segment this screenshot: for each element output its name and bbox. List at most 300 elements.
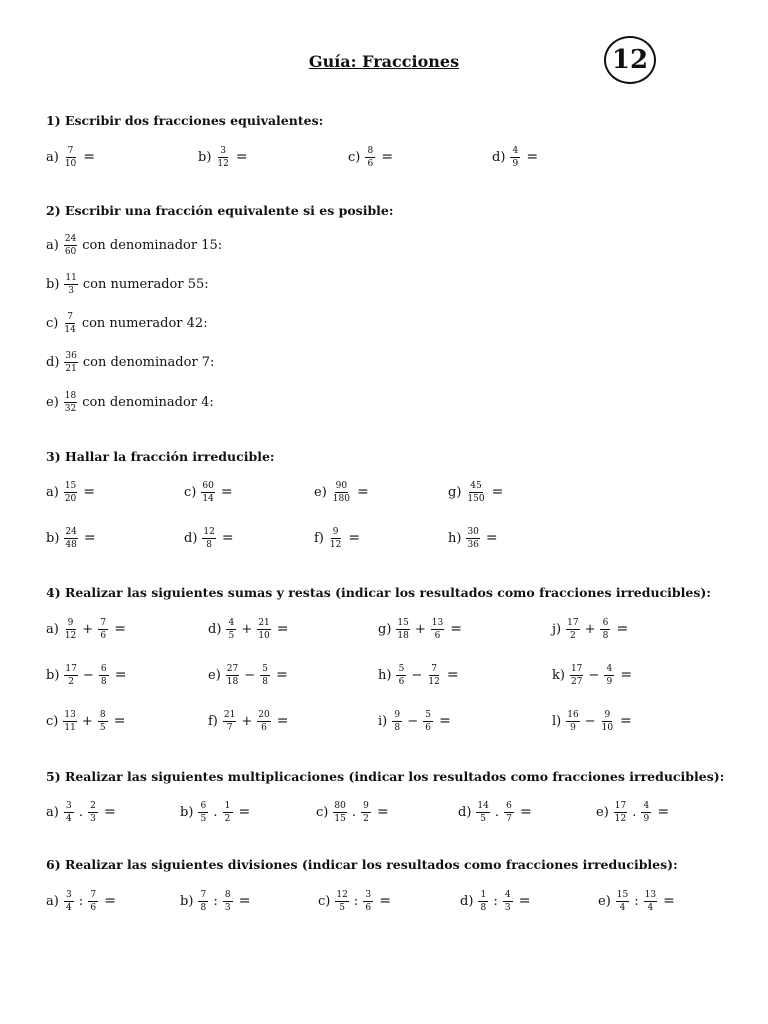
fraction — [363, 890, 373, 913]
item-label: a) — [46, 237, 59, 253]
fraction-denominator: 9 — [643, 813, 650, 824]
equals-sign: = — [103, 804, 116, 820]
operator: : — [493, 893, 498, 909]
equals-sign: = — [348, 530, 361, 546]
fraction — [88, 890, 98, 913]
item-label: e) — [596, 804, 609, 820]
exercise-item — [208, 614, 289, 644]
fraction-denominator: 10 — [64, 158, 77, 169]
section-heading: 3) Hallar la fracción irreducible: — [46, 449, 275, 464]
fraction-denominator: 7 — [226, 722, 233, 733]
equals-sign: = — [114, 621, 126, 637]
item-label: d) — [460, 893, 474, 909]
fraction-numerator: 3 — [363, 890, 373, 902]
exercise-item — [448, 477, 503, 507]
fraction — [644, 890, 657, 913]
fraction-numerator: 11 — [65, 272, 77, 283]
fraction — [260, 664, 270, 687]
fraction-numerator: 15 — [397, 617, 409, 628]
equals-sign: = — [83, 484, 96, 500]
fraction-denominator: 21 — [65, 363, 77, 374]
fraction — [64, 527, 77, 550]
fraction — [503, 890, 513, 913]
exercise-item — [46, 797, 116, 827]
fraction — [198, 801, 208, 824]
fraction-numerator: 3 — [64, 890, 74, 902]
fraction-numerator: 9 — [66, 618, 76, 630]
fraction-numerator: 15 — [616, 889, 629, 900]
exercise-item — [184, 477, 233, 507]
fraction-denominator: 6 — [398, 676, 405, 687]
exercise-item — [378, 660, 459, 690]
fraction-denominator: 4 — [65, 902, 72, 913]
operator: : — [353, 893, 359, 909]
fraction-denominator: 12 — [428, 676, 440, 687]
fraction-numerator: 24 — [64, 233, 77, 244]
item-label: b) — [180, 804, 194, 820]
fraction-numerator: 8 — [98, 710, 108, 722]
fraction-numerator: 8 — [223, 890, 233, 902]
fraction-numerator: 14 — [477, 800, 489, 811]
exercise-item — [198, 142, 248, 172]
fraction-numerator: 90 — [335, 480, 348, 491]
fraction-numerator: 13 — [644, 889, 657, 900]
fraction-numerator: 7 — [98, 618, 108, 630]
fraction-denominator: 8 — [200, 902, 207, 913]
fraction-numerator: 9 — [331, 527, 341, 539]
fraction — [64, 481, 77, 504]
item-label: d) — [458, 804, 472, 820]
item-label: b) — [46, 667, 60, 683]
operator: + — [81, 713, 93, 729]
fraction — [223, 890, 233, 913]
equals-sign: = — [104, 893, 116, 909]
fraction-denominator: 10 — [258, 630, 270, 641]
fraction-denominator: 5 — [200, 813, 207, 824]
exercise-item — [184, 523, 234, 553]
exercise-item — [46, 387, 214, 417]
equals-sign: = — [381, 149, 394, 165]
exercise-item — [492, 142, 538, 172]
fraction — [257, 618, 270, 641]
fraction-numerator: 17 — [614, 800, 627, 811]
exercise-item — [208, 706, 288, 736]
fraction — [329, 527, 342, 550]
exercise-item — [46, 230, 222, 260]
fraction-numerator: 8 — [365, 146, 375, 158]
fraction-denominator: 8 — [262, 676, 268, 687]
equals-sign: = — [83, 530, 96, 546]
equals-sign: = — [450, 621, 462, 637]
fraction-denominator: 8 — [480, 902, 487, 913]
item-label: g) — [448, 484, 462, 500]
fraction — [63, 710, 76, 733]
fraction-denominator: 15 — [334, 813, 346, 824]
exercise-item — [46, 660, 127, 690]
fraction — [64, 890, 74, 913]
fraction-denominator: 3 — [504, 902, 511, 913]
fraction — [365, 146, 375, 169]
fraction — [64, 391, 77, 414]
exercise-item — [46, 614, 126, 644]
fraction-numerator: 30 — [467, 526, 479, 537]
fraction-denominator: 150 — [467, 493, 485, 504]
fraction-denominator: 36 — [467, 539, 479, 550]
fraction-denominator: 11 — [64, 722, 76, 733]
item-label: f) — [314, 530, 324, 546]
fraction-denominator: 7 — [506, 813, 512, 824]
operator: − — [407, 713, 419, 729]
item-label: e) — [46, 394, 59, 410]
fraction-denominator: 8 — [602, 630, 609, 641]
fraction-numerator: 16 — [567, 709, 579, 720]
item-label: b) — [46, 530, 60, 546]
fraction-numerator: 15 — [64, 480, 77, 491]
fraction — [396, 664, 406, 687]
exercise-item — [46, 308, 208, 338]
item-instruction: con denominador 15: — [82, 237, 223, 253]
fraction-denominator: 6 — [434, 630, 441, 641]
fraction — [616, 890, 629, 913]
equals-sign: = — [485, 530, 498, 546]
fraction — [64, 146, 77, 169]
fraction — [601, 710, 614, 733]
equals-sign: = — [356, 484, 369, 500]
fraction-denominator: 180 — [332, 493, 350, 504]
equals-sign: = — [526, 149, 539, 165]
fraction-denominator: 8 — [100, 676, 107, 687]
fraction-numerator: 7 — [66, 146, 76, 158]
fraction — [566, 710, 579, 733]
fraction — [566, 618, 579, 641]
item-instruction: con numerador 42: — [81, 315, 208, 331]
equals-sign: = — [220, 484, 233, 500]
item-label: d) — [184, 530, 198, 546]
fraction — [223, 801, 233, 824]
fraction-numerator: 7 — [65, 312, 75, 324]
equals-sign: = — [221, 530, 234, 546]
fraction-numerator: 24 — [65, 526, 77, 537]
exercise-item — [46, 347, 214, 377]
fraction-denominator: 5 — [339, 902, 345, 913]
fraction-numerator: 2 — [88, 801, 98, 813]
item-label: f) — [208, 713, 218, 729]
item-label: b) — [198, 149, 212, 165]
fraction-numerator: 6 — [198, 801, 208, 813]
operator: − — [82, 667, 94, 683]
fraction-denominator: 6 — [365, 902, 372, 913]
section-heading: 5) Realizar las siguientes multiplicaciones (indicar los resultados como fracciones irreducibles): — [46, 769, 725, 784]
fraction-numerator: 20 — [258, 709, 270, 720]
fraction-numerator: 27 — [226, 663, 239, 674]
fraction-numerator: 17 — [65, 663, 77, 674]
equals-sign: = — [446, 667, 459, 683]
fraction — [226, 664, 239, 687]
fraction-denominator: 2 — [68, 676, 74, 687]
fraction-denominator: 9 — [512, 158, 519, 169]
fraction — [63, 312, 76, 335]
fraction — [466, 481, 485, 504]
fraction — [476, 801, 489, 824]
fraction — [423, 710, 433, 733]
item-label: b) — [180, 893, 194, 909]
equals-sign: = — [113, 713, 126, 729]
item-label: a) — [46, 893, 59, 909]
fraction — [504, 801, 514, 824]
item-label: e) — [314, 484, 327, 500]
exercise-item — [314, 477, 369, 507]
operator: + — [241, 713, 253, 729]
guide-number-badge: 12 — [604, 36, 656, 84]
equals-sign: = — [620, 713, 632, 729]
item-label: e) — [598, 893, 611, 909]
fraction-numerator: 7 — [198, 890, 208, 902]
exercise-item — [596, 797, 669, 827]
fraction-denominator: 5 — [480, 813, 486, 824]
operator: : — [634, 893, 639, 909]
fraction-denominator: 2 — [363, 813, 369, 824]
fraction — [98, 618, 108, 641]
item-label: a) — [46, 804, 59, 820]
fraction — [64, 801, 74, 824]
fraction — [600, 618, 610, 641]
page-title: Guía: Fracciones — [308, 52, 460, 71]
fraction-denominator: 10 — [601, 722, 614, 733]
operator: + — [82, 621, 94, 637]
equals-sign: = — [439, 713, 451, 729]
exercise-item — [208, 660, 288, 690]
operator: − — [244, 667, 256, 683]
equals-sign: = — [83, 149, 96, 165]
equals-sign: = — [238, 893, 251, 909]
fraction-denominator: 4 — [65, 813, 72, 824]
fraction-denominator: 3 — [68, 285, 74, 296]
exercise-item — [458, 797, 532, 827]
section-heading: 6) Realizar las siguientes divisiones (indicar los resultados como fracciones irreducibles): — [46, 857, 678, 872]
equals-sign: = — [663, 893, 675, 909]
fraction-numerator: 6 — [99, 664, 109, 676]
fraction-denominator: 20 — [64, 493, 77, 504]
operator: . — [351, 804, 356, 820]
fraction — [223, 710, 236, 733]
section-heading: 4) Realizar las siguientes sumas y restas (indicar los resultados como fracciones irreducibles): — [46, 585, 711, 600]
fraction — [88, 801, 98, 824]
fraction-numerator: 4 — [604, 664, 614, 676]
fraction — [201, 481, 214, 504]
fraction — [570, 664, 583, 687]
fraction-denominator: 5 — [228, 630, 235, 641]
fraction — [604, 664, 614, 687]
equals-sign: = — [276, 667, 288, 683]
fraction-numerator: 18 — [64, 390, 77, 401]
exercise-item — [314, 523, 360, 553]
fraction-numerator: 4 — [226, 618, 236, 630]
fraction — [466, 527, 479, 550]
exercise-item — [348, 142, 393, 172]
fraction — [332, 481, 351, 504]
fraction-numerator: 5 — [423, 710, 433, 722]
fraction — [64, 273, 77, 296]
operator: . — [494, 804, 499, 820]
fraction-denominator: 27 — [570, 676, 583, 687]
fraction — [431, 618, 444, 641]
fraction-denominator: 32 — [64, 403, 77, 414]
fraction — [64, 618, 77, 641]
item-label: c) — [348, 149, 361, 165]
section-heading: 2) Escribir una fracción equivalente si es posible: — [46, 203, 394, 218]
fraction-numerator: 3 — [218, 146, 228, 158]
fraction-denominator: 8 — [206, 539, 212, 550]
fraction-denominator: 3 — [224, 902, 231, 913]
equals-sign: = — [114, 667, 127, 683]
fraction-numerator: 12 — [336, 889, 348, 900]
fraction-numerator: 36 — [65, 350, 77, 361]
fraction — [198, 890, 208, 913]
item-label: c) — [318, 893, 331, 909]
exercise-item — [180, 797, 250, 827]
fraction — [64, 234, 77, 257]
item-instruction: con denominador 7: — [82, 354, 215, 370]
fraction-denominator: 5 — [99, 722, 106, 733]
item-label: d) — [46, 354, 60, 370]
fraction-numerator: 13 — [431, 617, 444, 628]
exercise-item — [46, 886, 116, 916]
fraction-numerator: 7 — [429, 664, 439, 676]
fraction — [64, 351, 77, 374]
operator: + — [414, 621, 426, 637]
fraction — [614, 801, 627, 824]
fraction-denominator: 18 — [226, 676, 239, 687]
operator: . — [78, 804, 83, 820]
fraction — [478, 890, 488, 913]
fraction-numerator: 13 — [64, 709, 76, 720]
exercise-item — [46, 142, 95, 172]
operator: + — [584, 621, 596, 637]
equals-sign: = — [276, 621, 289, 637]
fraction-numerator: 45 — [470, 480, 482, 491]
fraction — [335, 890, 348, 913]
item-label: a) — [46, 149, 59, 165]
operator: . — [632, 804, 637, 820]
fraction-denominator: 6 — [100, 630, 107, 641]
fraction-numerator: 5 — [260, 664, 270, 676]
operator: . — [213, 804, 218, 820]
fraction-denominator: 14 — [64, 324, 76, 335]
fraction-denominator: 6 — [425, 722, 431, 733]
exercise-item — [180, 886, 251, 916]
fraction-denominator: 9 — [606, 676, 613, 687]
exercise-item — [46, 523, 96, 553]
item-label: c) — [184, 484, 197, 500]
exercise-item — [46, 706, 125, 736]
exercise-item — [552, 660, 632, 690]
fraction-denominator: 14 — [202, 493, 214, 504]
fraction-numerator: 12 — [203, 526, 215, 537]
fraction-denominator: 9 — [570, 722, 576, 733]
fraction — [641, 801, 651, 824]
fraction-denominator: 2 — [224, 813, 231, 824]
fraction — [510, 146, 520, 169]
item-label: c) — [316, 804, 329, 820]
operator: − — [411, 667, 423, 683]
exercise-item — [460, 886, 531, 916]
fraction-numerator: 6 — [600, 618, 610, 630]
fraction — [226, 618, 236, 641]
fraction — [361, 801, 371, 824]
fraction-numerator: 4 — [503, 890, 513, 902]
fraction — [216, 146, 229, 169]
fraction-denominator: 6 — [261, 722, 267, 733]
fraction-denominator: 2 — [569, 630, 576, 641]
operator: : — [213, 893, 218, 909]
fraction — [392, 710, 402, 733]
fraction-denominator: 4 — [619, 902, 626, 913]
exercise-item — [316, 797, 389, 827]
exercise-item — [378, 706, 451, 736]
exercise-item — [46, 477, 95, 507]
item-label: b) — [46, 276, 60, 292]
fraction-denominator: 12 — [329, 539, 342, 550]
equals-sign: = — [657, 804, 670, 820]
item-instruction: con numerador 55: — [82, 276, 209, 292]
item-label: d) — [492, 149, 506, 165]
fraction — [257, 710, 270, 733]
operator: : — [78, 893, 84, 909]
item-instruction: con denominador 4: — [82, 394, 214, 410]
equals-sign: = — [520, 804, 532, 820]
fraction-denominator: 48 — [65, 539, 77, 550]
fraction-numerator: 7 — [88, 890, 98, 902]
fraction-denominator: 6 — [90, 902, 97, 913]
item-label: e) — [208, 667, 221, 683]
item-label: h) — [448, 530, 462, 546]
fraction-numerator: 1 — [478, 890, 488, 902]
fraction — [427, 664, 440, 687]
fraction-numerator: 17 — [570, 663, 583, 674]
fraction-denominator: 12 — [614, 813, 627, 824]
exercise-item — [552, 614, 628, 644]
item-label: c) — [46, 713, 59, 729]
fraction — [396, 618, 409, 641]
fraction-numerator: 9 — [602, 710, 612, 722]
fraction — [202, 527, 215, 550]
fraction-numerator: 4 — [641, 801, 651, 813]
item-label: g) — [378, 621, 392, 637]
fraction-denominator: 12 — [64, 630, 77, 641]
exercise-item — [46, 269, 209, 299]
item-label: d) — [208, 621, 222, 637]
exercise-item — [598, 886, 675, 916]
exercise-item — [318, 886, 391, 916]
item-label: j) — [552, 621, 562, 637]
exercise-item — [448, 523, 498, 553]
fraction-numerator: 1 — [223, 801, 233, 813]
item-label: h) — [378, 667, 392, 683]
equals-sign: = — [238, 804, 251, 820]
equals-sign: = — [376, 804, 389, 820]
fraction-denominator: 12 — [217, 158, 229, 169]
fraction-numerator: 80 — [334, 800, 346, 811]
fraction-numerator: 3 — [64, 801, 74, 813]
fraction-denominator: 18 — [397, 630, 409, 641]
equals-sign: = — [616, 621, 629, 637]
equals-sign: = — [235, 149, 248, 165]
fraction-numerator: 21 — [258, 617, 270, 628]
operator: + — [241, 621, 253, 637]
item-label: l) — [552, 713, 562, 729]
operator: − — [588, 667, 600, 683]
equals-sign: = — [491, 484, 504, 500]
